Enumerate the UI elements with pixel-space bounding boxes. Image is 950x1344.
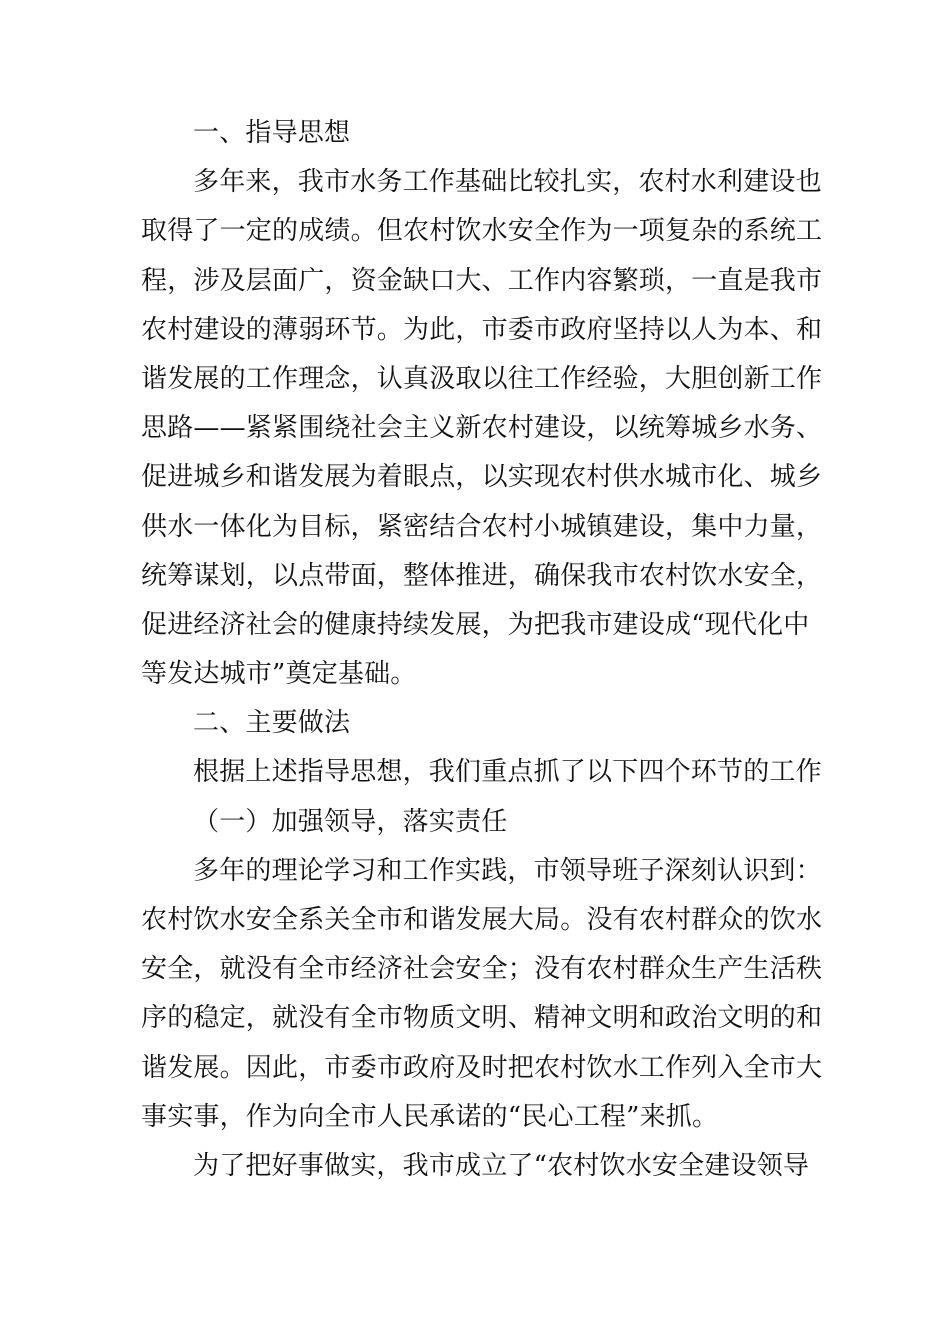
paragraph-line: 谐发展的工作理念，认真汲取以往工作经验，大胆创新工作 bbox=[141, 363, 823, 394]
paragraph-line: 等发达城市”奠定基础。 bbox=[141, 659, 417, 690]
paragraph-line: 供水一体化为目标，紧密结合农村小城镇建设，集中力量， bbox=[141, 511, 823, 542]
section-heading-main-practices: 二、主要做法 bbox=[193, 708, 351, 739]
paragraph-line: 序的稳定，就没有全市物质文明、精神文明和政治文明的和 bbox=[141, 1003, 823, 1034]
section-heading-guiding-thought: 一、指导思想 bbox=[193, 118, 351, 148]
paragraph-line: 思路——紧紧围绕社会主义新农村建设，以统筹城乡水务、 bbox=[141, 413, 823, 444]
paragraph-line: 多年来，我市水务工作基础比较扎实，农村水利建设也 bbox=[193, 167, 822, 198]
paragraph-line: 事实事，作为向全市人民承诺的“民心工程”来抓。 bbox=[141, 1101, 719, 1132]
paragraph-line: 促进城乡和谐发展为着眼点，以实现农村供水城市化、城乡 bbox=[141, 462, 823, 493]
paragraph-line: 多年的理论学习和工作实践，市领导班子深刻认识到： bbox=[193, 855, 822, 886]
subsection-heading-leadership: （一）加强领导，落实责任 bbox=[193, 806, 508, 837]
paragraph-line: 取得了一定的成绩。但农村饮水安全作为一项复杂的系统工 bbox=[141, 216, 823, 247]
paragraph-line: 农村饮水安全系关全市和谐发展大局。没有农村群众的饮水 bbox=[141, 905, 823, 935]
paragraph-line: 为了把好事做实，我市成立了“农村饮水安全建设领导 bbox=[193, 1150, 810, 1181]
paragraph-line: 根据上述指导思想，我们重点抓了以下四个环节的工作 bbox=[193, 757, 822, 788]
paragraph-line: 农村建设的薄弱环节。为此，市委市政府坚持以人为本、和 bbox=[141, 314, 823, 345]
paragraph-line: 谐发展。因此，市委市政府及时把农村饮水工作列入全市大 bbox=[141, 1052, 823, 1083]
document-body bbox=[141, 109, 823, 1191]
paragraph-line: 促进经济社会的健康持续发展，为把我市建设成“现代化中 bbox=[141, 609, 810, 640]
paragraph-line: 统筹谋划，以点带面，整体推进，确保我市农村饮水安全， bbox=[141, 560, 823, 591]
paragraph-line: 程，涉及层面广，资金缺口大、工作内容繁琐，一直是我市 bbox=[141, 265, 823, 296]
paragraph-line: 安全，就没有全市经济社会安全；没有农村群众生产生活秩 bbox=[141, 954, 823, 985]
